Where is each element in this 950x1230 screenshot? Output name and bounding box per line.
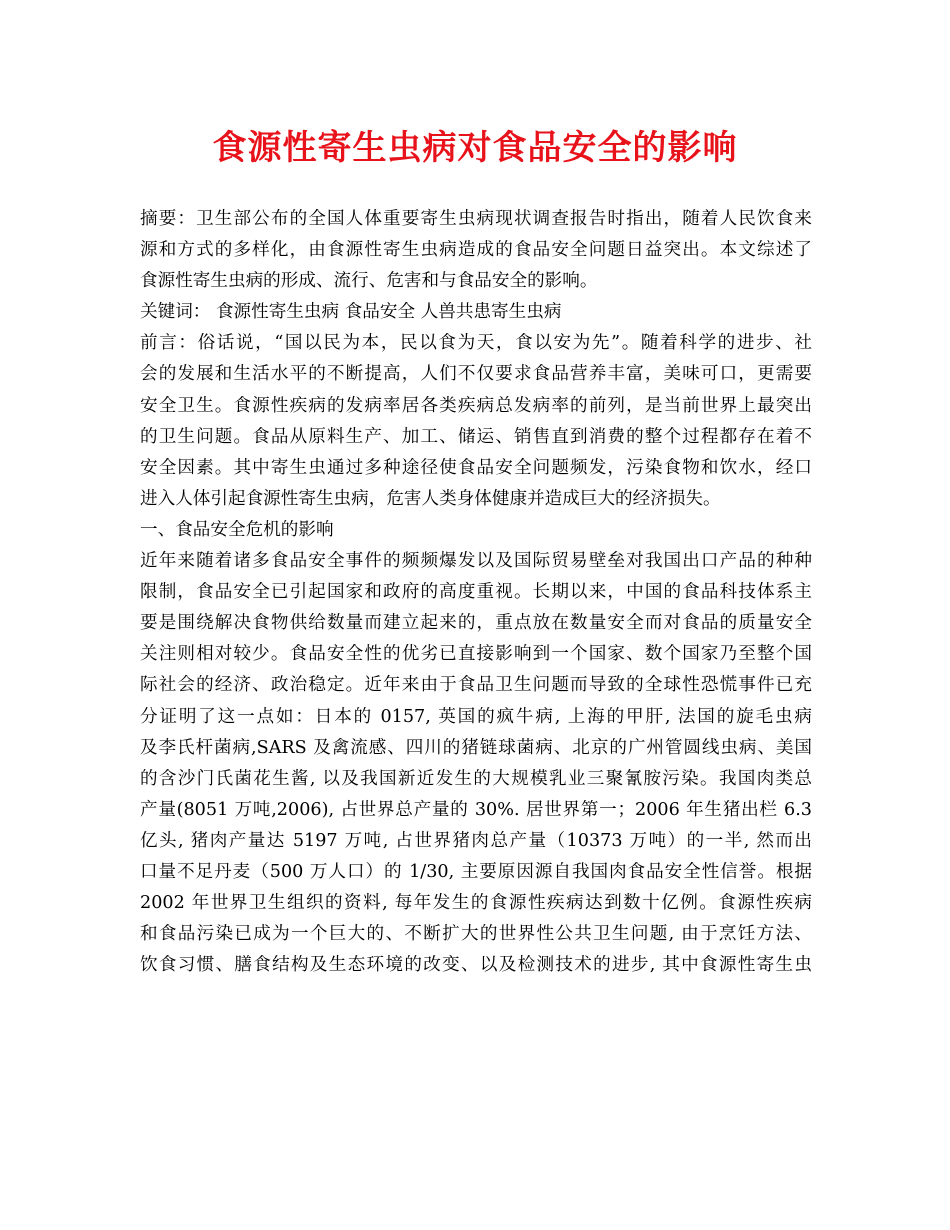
paragraph-line: 2002 年世界卫生组织的资料, 每年发生的食源性疾病达到数十亿例。食源性疾病: [140, 893, 812, 914]
preface-line: 会的发展和生活水平的不断提高，人们不仅要求食品营养丰富，美味可口，更需要: [140, 364, 812, 385]
paragraph-line: 际社会的经济、政治稳定。近年来由于食品卫生问题而导致的全球性恐慌事件已充: [140, 675, 812, 696]
paragraph-line: 的含沙门氏菌花生酱, 以及我国新近发生的大规模乳业三聚氰胺污染。我国肉类总: [140, 768, 812, 789]
paragraph-line: 近年来随着诸多食品安全事件的频频爆发以及国际贸易壁垒对我国出口产品的种种: [140, 551, 812, 572]
paragraph-line: 及李氏杆菌病,SARS 及禽流感、四川的猪链球菌病、北京的广州管圆线虫病、美国: [140, 737, 812, 758]
paragraph-line: 和食品污染已成为一个巨大的、不断扩大的世界性公共卫生问题, 由于烹饪方法、: [140, 924, 812, 945]
preface-line: 前言：俗话说，“国以民为本，民以食为天，食以安为先”。随着科学的进步、社: [140, 333, 812, 354]
paragraph-line: 分证明了这一点如：日本的 0157, 英国的疯牛病, 上海的甲肝, 法国的旋毛虫病: [140, 706, 812, 727]
abstract-line: 摘要：卫生部公布的全国人体重要寄生虫病现状调查报告时指出，随着人民饮食来: [140, 209, 812, 229]
preface-line: 安全因素。其中寄生虫通过多种途径使食品安全问题频发，污染食物和饮水，经口: [140, 457, 812, 478]
preface-line: 安全卫生。食源性疾病的发病率居各类疾病总发病率的前列，是当前世界上最突出: [140, 395, 812, 416]
paragraph-line: 产量(8051 万吨,2006), 占世界总产量的 30%. 居世界第一；2006 年生猪出栏 6.3: [140, 799, 812, 820]
abstract-line: 食源性寄生虫病的形成、流行、危害和与食品安全的影响。: [140, 271, 598, 292]
paragraph-line: 亿头, 猪肉产量达 5197 万吨, 占世界猪肉总产量（10373 万吨）的一半, 然而出: [140, 830, 812, 851]
document-body: [140, 204, 812, 981]
paragraph-line: 关注则相对较少。食品安全性的优劣已直接影响到一个国家、数个国家乃至整个国: [140, 644, 812, 665]
paragraph-line: 要是围绕解决食物供给数量而建立起来的，重点放在数量安全而对食品的质量安全: [140, 613, 812, 634]
abstract-line: 源和方式的多样化，由食源性寄生虫病造成的食品安全问题日益突出。本文综述了: [140, 240, 812, 261]
section-heading: 一、食品安全危机的影响: [140, 519, 334, 540]
paragraph-line: 限制，食品安全已引起国家和政府的高度重视。长期以来，中国的食品科技体系主: [140, 582, 812, 603]
preface-line: 进入人体引起食源性寄生虫病，危害人类身体健康并造成巨大的经济损失。: [140, 488, 721, 509]
document-title: 食源性寄生虫病对食品安全的影响: [212, 128, 738, 168]
keywords-line: 关键词： 食源性寄生虫病 食品安全 人兽共患寄生虫病: [140, 302, 562, 323]
paragraph-line: 饮食习惯、膳食结构及生态环境的改变、以及检测技术的进步, 其中食源性寄生虫: [140, 955, 812, 976]
preface-line: 的卫生问题。食品从原料生产、加工、储运、销售直到消费的整个过程都存在着不: [140, 426, 812, 447]
paragraph-line: 口量不足丹麦（500 万人口）的 1/30, 主要原因源自我国肉食品安全性信誉。根据: [140, 861, 812, 882]
